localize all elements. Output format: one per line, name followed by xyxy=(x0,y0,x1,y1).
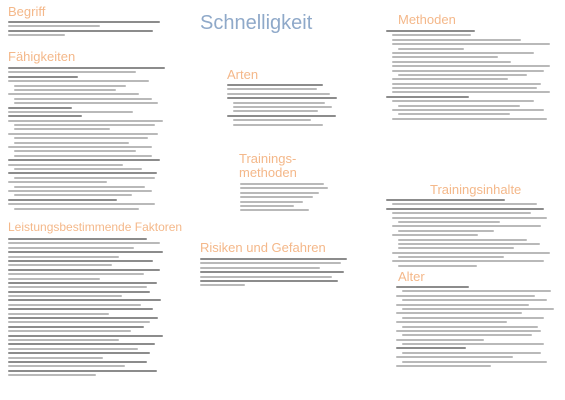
heading-schnelligkeit: Schnelligkeit xyxy=(200,12,313,34)
heading-trainingsinhalte: Trainingsinhalte xyxy=(430,182,522,197)
arten-text-block xyxy=(227,84,339,128)
heading-methoden: Methoden xyxy=(398,12,456,27)
risiken-text-block xyxy=(200,258,350,289)
heading-arten: Arten xyxy=(227,67,259,82)
methoden-text-block xyxy=(386,30,551,122)
begriff-text-block xyxy=(8,21,166,39)
faktoren-text-block xyxy=(8,238,166,379)
heading-begriff: Begriff xyxy=(8,4,46,19)
alter-text-block xyxy=(396,286,554,369)
trainingsinhalte-text-block xyxy=(386,199,551,269)
heading-trainingsmethoden: Trainings-methoden xyxy=(239,151,297,180)
heading-leistungsbestimmende-faktoren: Leistungsbestimmende Faktoren xyxy=(8,220,183,234)
heading-alter: Alter xyxy=(398,269,425,284)
faehigkeiten-text-block xyxy=(8,67,168,212)
heading-risiken-und-gefahren: Risiken und Gefahren xyxy=(200,240,326,255)
trainingsmethoden-text-block xyxy=(234,183,330,214)
heading-faehigkeiten: Fähigkeiten xyxy=(8,49,76,64)
